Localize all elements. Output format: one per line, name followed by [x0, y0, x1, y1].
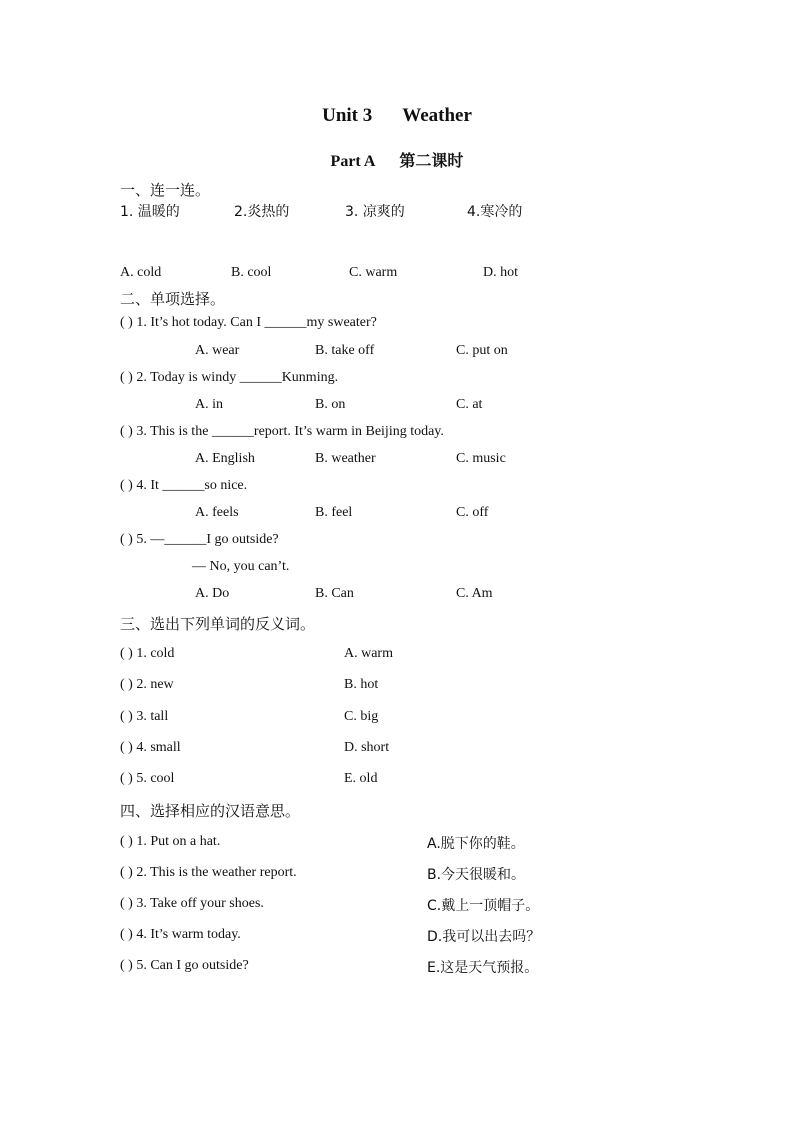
antonym-item-1: ( ) 1. cold [120, 646, 175, 661]
mc-q3-option-b: B. weather [315, 451, 376, 466]
mc-q5-option-a: A. Do [195, 586, 230, 601]
antonym-option-d: D. short [344, 740, 390, 755]
mc-question-4: ( ) 4. It ______so nice. [120, 478, 248, 493]
match-right-c: C. warm [349, 265, 398, 280]
mc-q2-option-c: C. at [456, 397, 483, 412]
mc-q4-option-a: A. feels [195, 505, 239, 520]
mc-question-3: ( ) 3. This is the ______report. It’s warm in Beijing today. [120, 424, 444, 439]
meaning-option-e: E.这是天气预报。 [427, 960, 539, 976]
meaning-option-c: C.戴上一顶帽子。 [427, 898, 540, 914]
antonym-option-b: B. hot [344, 677, 379, 692]
meaning-item-4: ( ) 4. It’s warm today. [120, 927, 241, 942]
antonym-option-a: A. warm [344, 646, 393, 661]
unit-name: Weather [402, 105, 472, 126]
meaning-item-5: ( ) 5. Can I go outside? [120, 958, 249, 973]
antonym-item-2: ( ) 2. new [120, 677, 174, 692]
mc-q1-option-c: C. put on [456, 343, 508, 358]
antonym-item-5: ( ) 5. cool [120, 771, 175, 786]
mc-q5-option-c: C. Am [456, 586, 493, 601]
section-4-heading: 四、选择相应的汉语意思。 [120, 802, 301, 820]
antonym-option-c: C. big [344, 709, 379, 724]
part-label: Part A [330, 153, 376, 170]
match-right-a: A. cold [120, 265, 162, 280]
lesson-label: 第二课时 [399, 151, 464, 170]
mc-q1-option-a: A. wear [195, 343, 240, 358]
meaning-item-3: ( ) 3. Take off your shoes. [120, 896, 264, 911]
antonym-item-4: ( ) 4. small [120, 740, 181, 755]
match-left-3: 3. 凉爽的 [345, 204, 405, 220]
unit-label: Unit 3 [322, 105, 373, 126]
page-subtitle [0, 148, 794, 171]
mc-q3-option-a: A. English [195, 451, 255, 466]
match-left-1: 1. 温暖的 [120, 204, 180, 220]
antonym-option-e: E. old [344, 771, 378, 786]
mc-q2-option-b: B. on [315, 397, 346, 412]
mc-q1-option-b: B. take off [315, 343, 375, 358]
mc-q4-option-b: B. feel [315, 505, 353, 520]
meaning-option-b: B.今天很暖和。 [427, 867, 526, 883]
mc-q3-option-c: C. music [456, 451, 506, 466]
match-right-d: D. hot [483, 265, 518, 280]
mc-question-1: ( ) 1. It’s hot today. Can I ______my sweater? [120, 315, 377, 330]
section-1-heading: 一、连一连。 [120, 181, 211, 199]
meaning-option-d: D.我可以出去吗？ [427, 929, 541, 945]
antonym-item-3: ( ) 3. tall [120, 709, 169, 724]
meaning-item-2: ( ) 2. This is the weather report. [120, 865, 297, 880]
mc-q5-option-b: B. Can [315, 586, 354, 601]
match-left-4: 4.寒冷的 [467, 204, 523, 220]
match-right-b: B. cool [231, 265, 272, 280]
mc-question-2: ( ) 2. Today is windy ______Kunming. [120, 370, 339, 385]
mc-q5-reply: — No, you can’t. [192, 559, 290, 574]
meaning-item-1: ( ) 1. Put on a hat. [120, 834, 221, 849]
page-title [0, 105, 794, 127]
mc-q2-option-a: A. in [195, 397, 223, 412]
match-left-2: 2.炎热的 [234, 204, 290, 220]
meaning-option-a: A.脱下你的鞋。 [427, 836, 525, 852]
section-3-heading: 三、选出下列单词的反义词。 [120, 615, 316, 633]
section-2-heading: 二、单项选择。 [120, 290, 226, 308]
mc-question-5: ( ) 5. —______I go outside? [120, 532, 279, 547]
mc-q4-option-c: C. off [456, 505, 489, 520]
